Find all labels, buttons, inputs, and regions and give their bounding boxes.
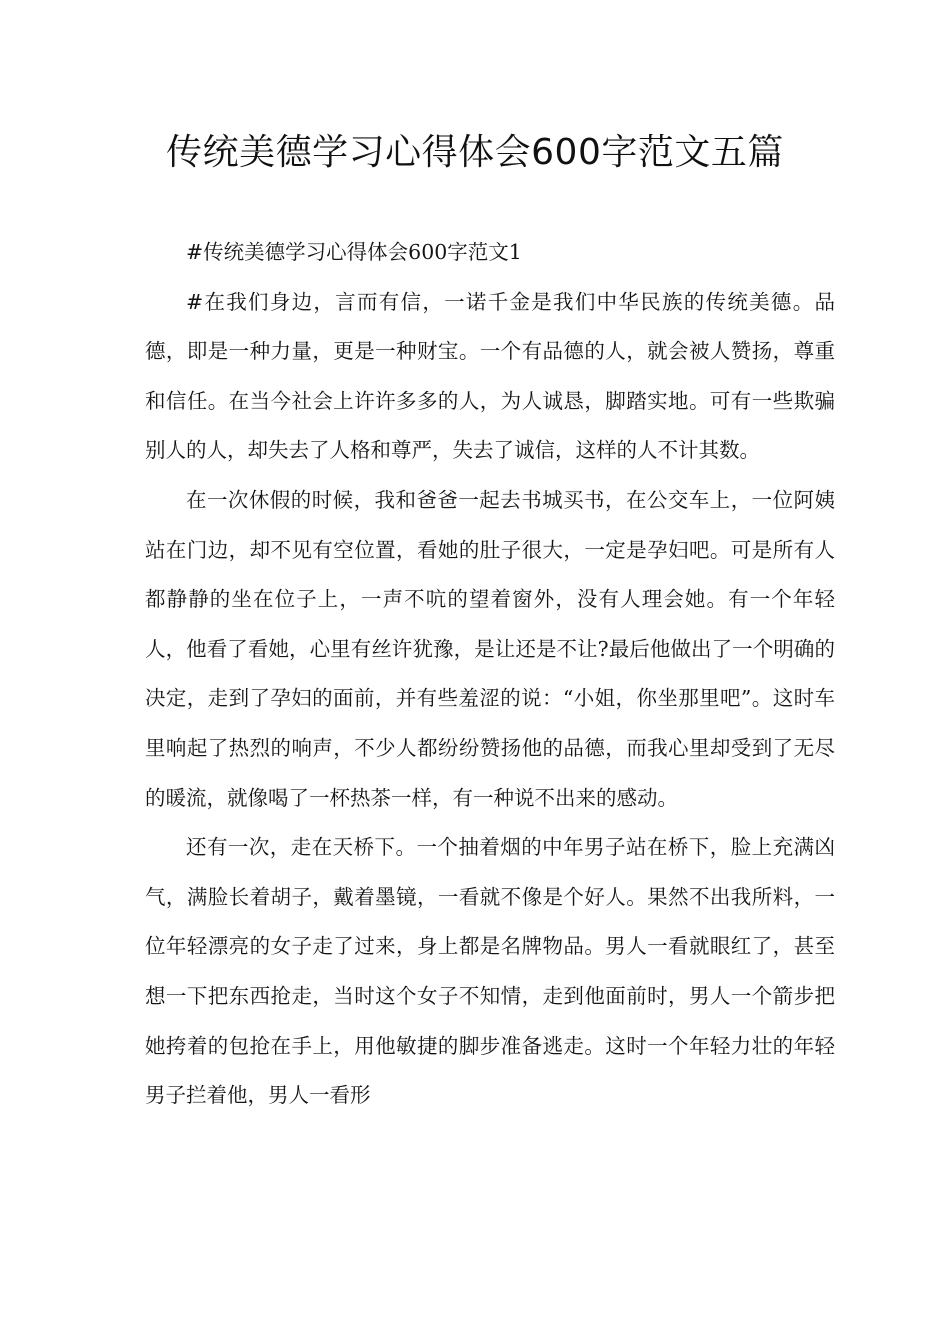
section-heading: #传统美德学习心得体会600字范文1 xyxy=(186,240,522,264)
document-body xyxy=(145,228,835,1121)
paragraph: #在我们身边，言而有信，一诺千金是我们中华民族的传统美德。品德，即是一种力量，更是一种财宝。一个有品德的人，就会被人赞扬，尊重和信任。在当今社会上许许多多的人，为人诚恳，脚踏实地。可有一些欺骗别人的人，却失去了人格和尊严，失去了诚信，这样的人不计其数。 xyxy=(145,289,835,463)
paragraph: 在一次休假的时候，我和爸爸一起去书城买书，在公交车上，一位阿姨站在门边，却不见有空位置，看她的肚子很大，一定是孕妇吧。可是所有人都静静的坐在位子上，一声不吭的望着窗外，没有人理会她。有一个年轻人，他看了看她，心里有丝许犹豫，是让还是不让?最后他做出了一个明确的决定，走到了孕妇的面前，并有些羞涩的说：“小姐，你坐那里吧”。这时车里响起了热烈的响声，不少人都纷纷赞扬他的品德，而我心里却受到了无尽的暖流，就像喝了一杯热茶一样，有一种说不出来的感动。 xyxy=(145,487,835,810)
document-title: 传统美德学习心得体会600字范文五篇 xyxy=(166,132,784,173)
paragraph: 还有一次，走在天桥下。一个抽着烟的中年男子站在桥下，脸上充满凶气，满脸长着胡子，戴着墨镜，一看就不像是个好人。果然不出我所料，一位年轻漂亮的女子走了过来，身上都是名牌物品。男人一看就眼红了，甚至想一下把东西抢走，当时这个女子不知情，走到他面前时，男人一个箭步把她挎着的包抢在手上，用他敏捷的脚步准备逃走。这时一个年轻力壮的年轻男子拦着他，男人一看形 xyxy=(145,835,835,1108)
